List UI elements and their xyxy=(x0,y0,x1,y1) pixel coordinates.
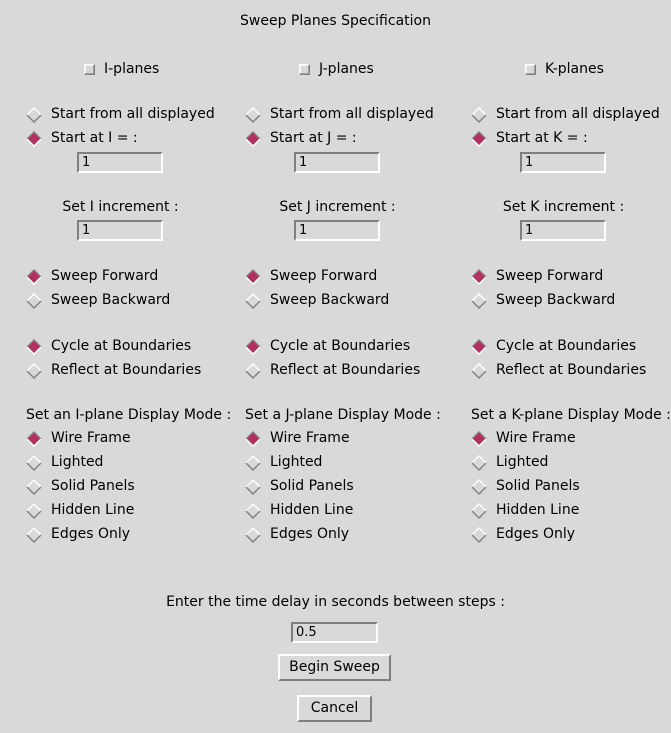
delay-label: Enter the time delay in seconds between steps : xyxy=(166,594,505,610)
start-value-field[interactable] xyxy=(520,152,606,173)
increment-label: Set J increment : xyxy=(279,199,396,215)
radio-diamond-icon[interactable] xyxy=(26,339,42,355)
radio-mode-wire-frame[interactable] xyxy=(245,430,350,447)
checkbox-label: J-planes xyxy=(319,61,374,77)
radio-label: Edges Only xyxy=(270,526,350,542)
radio-diamond-icon[interactable] xyxy=(245,431,261,447)
radio-diamond-icon[interactable] xyxy=(26,293,42,309)
radio-start-all[interactable] xyxy=(471,106,660,123)
checkbox-label: K-planes xyxy=(545,61,604,77)
radio-sweep-forward[interactable] xyxy=(471,268,603,285)
display-mode-label: Set an I-plane Display Mode : xyxy=(26,407,232,423)
display-mode-label: Set a J-plane Display Mode : xyxy=(245,407,441,423)
radio-label: Lighted xyxy=(51,454,104,470)
begin-sweep-button[interactable]: Begin Sweep xyxy=(278,654,391,681)
radio-mode-hidden-line[interactable] xyxy=(471,502,579,519)
radio-label: Wire Frame xyxy=(270,430,350,446)
increment-label: Set I increment : xyxy=(62,199,179,215)
start-value-field[interactable] xyxy=(77,152,163,173)
radio-mode-edges-only[interactable] xyxy=(26,526,130,543)
radio-label: Wire Frame xyxy=(496,430,576,446)
display-mode-label: Set a K-plane Display Mode : xyxy=(471,407,671,423)
radio-sweep-backward[interactable] xyxy=(26,292,170,309)
radio-mode-edges-only[interactable] xyxy=(245,526,349,543)
radio-label: Hidden Line xyxy=(496,502,580,518)
checkbox-box[interactable] xyxy=(525,64,536,75)
radio-diamond-icon[interactable] xyxy=(26,131,42,147)
radio-diamond-icon[interactable] xyxy=(471,503,487,519)
radio-label: Solid Panels xyxy=(270,478,354,494)
radio-diamond-icon[interactable] xyxy=(471,479,487,495)
radio-start-at[interactable] xyxy=(26,130,138,147)
radio-label: Lighted xyxy=(496,454,549,470)
radio-diamond-icon[interactable] xyxy=(471,269,487,285)
radio-cycle[interactable] xyxy=(471,338,636,355)
radio-label: Sweep Forward xyxy=(51,268,159,284)
radio-mode-solid-panels[interactable] xyxy=(26,478,135,495)
radio-diamond-icon[interactable] xyxy=(26,107,42,123)
radio-diamond-icon[interactable] xyxy=(471,363,487,379)
radio-diamond-icon[interactable] xyxy=(26,479,42,495)
radio-sweep-forward[interactable] xyxy=(26,268,158,285)
radio-label: Hidden Line xyxy=(51,502,135,518)
radio-label: Reflect at Boundaries xyxy=(496,362,647,378)
radio-sweep-backward[interactable] xyxy=(471,292,615,309)
radio-mode-solid-panels[interactable] xyxy=(245,478,354,495)
radio-start-all[interactable] xyxy=(245,106,434,123)
cancel-button[interactable]: Cancel xyxy=(297,695,372,722)
radio-label: Start at K = : xyxy=(496,130,588,146)
radio-diamond-icon[interactable] xyxy=(245,363,261,379)
radio-mode-lighted[interactable] xyxy=(471,454,548,471)
radio-label: Sweep Forward xyxy=(496,268,604,284)
radio-sweep-backward[interactable] xyxy=(245,292,389,309)
radio-diamond-icon[interactable] xyxy=(245,503,261,519)
radio-diamond-icon[interactable] xyxy=(245,455,261,471)
radio-diamond-icon[interactable] xyxy=(471,339,487,355)
radio-label: Sweep Backward xyxy=(496,292,616,308)
radio-start-all[interactable] xyxy=(26,106,215,123)
radio-label: Sweep Forward xyxy=(270,268,378,284)
increment-label: Set K increment : xyxy=(502,199,625,215)
radio-diamond-icon[interactable] xyxy=(471,455,487,471)
radio-cycle[interactable] xyxy=(26,338,191,355)
radio-label: Solid Panels xyxy=(496,478,580,494)
radio-diamond-icon[interactable] xyxy=(471,131,487,147)
radio-diamond-icon[interactable] xyxy=(26,455,42,471)
start-value-field[interactable] xyxy=(294,152,380,173)
checkbox-label: I-planes xyxy=(104,61,160,77)
radio-diamond-icon[interactable] xyxy=(26,269,42,285)
radio-diamond-icon[interactable] xyxy=(471,107,487,123)
radio-label: Start from all displayed xyxy=(51,106,215,122)
radio-label: Edges Only xyxy=(51,526,131,542)
radio-label: Cycle at Boundaries xyxy=(51,338,192,354)
radio-label: Cycle at Boundaries xyxy=(496,338,637,354)
increment-field[interactable] xyxy=(77,220,163,241)
checkbox-box[interactable] xyxy=(299,64,310,75)
radio-label: Sweep Backward xyxy=(270,292,390,308)
radio-mode-hidden-line[interactable] xyxy=(245,502,353,519)
radio-mode-lighted[interactable] xyxy=(26,454,103,471)
checkbox-k-planes[interactable] xyxy=(525,61,604,77)
radio-diamond-icon[interactable] xyxy=(245,131,261,147)
checkbox-j-planes[interactable] xyxy=(299,61,374,77)
radio-label: Edges Only xyxy=(496,526,576,542)
radio-diamond-icon[interactable] xyxy=(471,431,487,447)
radio-diamond-icon[interactable] xyxy=(471,293,487,309)
radio-diamond-icon[interactable] xyxy=(245,269,261,285)
radio-reflect[interactable] xyxy=(245,362,420,379)
radio-reflect[interactable] xyxy=(471,362,646,379)
radio-mode-wire-frame[interactable] xyxy=(26,430,131,447)
radio-label: Start from all displayed xyxy=(270,106,434,122)
increment-field[interactable] xyxy=(294,220,380,241)
radio-reflect[interactable] xyxy=(26,362,201,379)
radio-diamond-icon[interactable] xyxy=(245,527,261,543)
radio-diamond-icon[interactable] xyxy=(26,527,42,543)
radio-mode-lighted[interactable] xyxy=(245,454,322,471)
radio-diamond-icon[interactable] xyxy=(245,339,261,355)
radio-mode-hidden-line[interactable] xyxy=(26,502,134,519)
delay-field[interactable] xyxy=(291,622,378,643)
radio-mode-edges-only[interactable] xyxy=(471,526,575,543)
radio-diamond-icon[interactable] xyxy=(26,503,42,519)
checkbox-i-planes[interactable] xyxy=(84,61,159,77)
radio-mode-wire-frame[interactable] xyxy=(471,430,576,447)
radio-label: Lighted xyxy=(270,454,323,470)
radio-label: Start from all displayed xyxy=(496,106,660,122)
radio-label: Solid Panels xyxy=(51,478,135,494)
radio-label: Sweep Backward xyxy=(51,292,171,308)
radio-label: Wire Frame xyxy=(51,430,131,446)
radio-label: Cycle at Boundaries xyxy=(270,338,411,354)
increment-field[interactable] xyxy=(520,220,606,241)
radio-label: Reflect at Boundaries xyxy=(270,362,421,378)
radio-mode-solid-panels[interactable] xyxy=(471,478,580,495)
radio-start-at[interactable] xyxy=(471,130,588,147)
radio-diamond-icon[interactable] xyxy=(471,527,487,543)
radio-diamond-icon[interactable] xyxy=(245,293,261,309)
radio-diamond-icon[interactable] xyxy=(245,479,261,495)
checkbox-box[interactable] xyxy=(84,64,95,75)
radio-cycle[interactable] xyxy=(245,338,410,355)
radio-diamond-icon[interactable] xyxy=(26,431,42,447)
radio-sweep-forward[interactable] xyxy=(245,268,377,285)
radio-diamond-icon[interactable] xyxy=(26,363,42,379)
radio-diamond-icon[interactable] xyxy=(245,107,261,123)
radio-start-at[interactable] xyxy=(245,130,357,147)
radio-label: Start at J = : xyxy=(270,130,357,146)
radio-label: Reflect at Boundaries xyxy=(51,362,202,378)
radio-label: Start at I = : xyxy=(51,130,138,146)
radio-label: Hidden Line xyxy=(270,502,354,518)
dialog-title: Sweep Planes Specification xyxy=(240,13,431,29)
